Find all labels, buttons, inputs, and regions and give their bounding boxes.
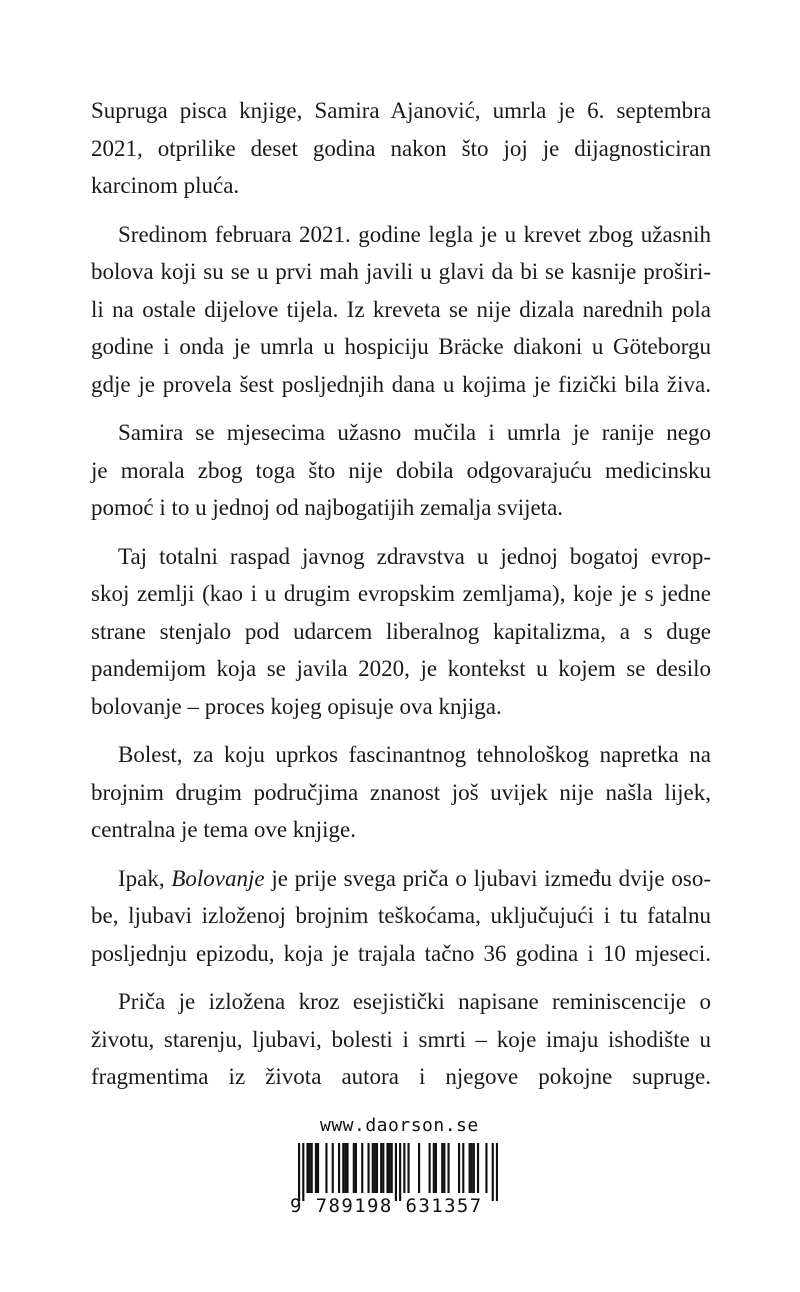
text-line [91, 860, 711, 898]
barcode-bar [306, 1143, 308, 1193]
barcode-bar [441, 1143, 443, 1193]
text-line: gdje je provela šest posljednjih dana u kojima je fizički bila živa. [91, 371, 711, 397]
text-line: bolovanje – proces kojeg opisuje ova knjiga. [91, 693, 502, 719]
text-line: be, ljubavi izloženoj brojnim teškoćama, uključujući i tu fatalnu [91, 903, 711, 928]
barcode-bar [325, 1143, 327, 1193]
paragraph-5 [91, 736, 711, 849]
barcode-bar [298, 1143, 300, 1201]
barcode-bar [443, 1143, 445, 1193]
barcode-bar [338, 1143, 340, 1193]
barcode-bar [332, 1143, 334, 1193]
barcode-bar [473, 1143, 475, 1193]
paragraph-7 [91, 983, 711, 1096]
isbn-number: 9 789198 631357 [290, 1195, 483, 1217]
book-title-italic: Bolovanje [171, 865, 265, 891]
barcode-bar [315, 1143, 317, 1193]
text-line: strane stenjalo pod udarcem liberalnog kapitalizma, a s duge [91, 618, 711, 644]
barcode-bar [418, 1143, 420, 1193]
barcode-bar [302, 1143, 304, 1201]
text-line: skoj zemlji (kao i u drugim evropskim zemljama), koje je s jedne [91, 581, 711, 606]
barcode-bar [429, 1143, 431, 1193]
barcode-bar [447, 1143, 449, 1193]
paragraph-1 [91, 92, 711, 205]
text-run: je prije svega priča o ljubavi između dvije oso- [264, 865, 711, 891]
barcode-bar [317, 1143, 319, 1193]
text-line: Sredinom februara 2021. godine legla je u krevet zbog užasnih [118, 221, 711, 247]
barcode-bar [485, 1143, 487, 1193]
text-line: Priča je izložena kroz esejistički napisane reminiscencije o [118, 989, 711, 1014]
text-line: pandemijom koja se javila 2020, je kontekst u kojem se desilo [91, 656, 711, 681]
blurb-text [91, 92, 711, 1107]
barcode-bar [346, 1143, 348, 1193]
text-line: karcinom pluća. [91, 173, 240, 198]
barcode-block [290, 1115, 510, 1225]
text-line: godine i onda je umrla u hospiciju Bräcke diakoni u Göteborgu [91, 334, 711, 359]
barcode-bar [395, 1143, 397, 1201]
text-line: brojnim drugim područjima znanost još uvijek nije našla lijek, [91, 779, 711, 805]
barcode-bar [342, 1143, 344, 1193]
text-run: Ipak, [118, 865, 172, 891]
barcode-bar [374, 1143, 376, 1193]
text-line: životu, starenju, ljubavi, bolesti i smrti – koje imaju ishodište u [91, 1026, 711, 1052]
text-line: 2021, otprilike deset godina nakon što joj je dijagnosticiran [91, 135, 711, 161]
barcode-bar [496, 1143, 498, 1201]
text-line: pomoć i to u jednoj od najbogatijih zemalja svijeta. [91, 495, 564, 520]
barcode-bar [367, 1143, 369, 1193]
paragraph-4 [91, 538, 711, 726]
barcode-bar [435, 1143, 437, 1193]
barcode-bar [458, 1143, 460, 1193]
barcode-bar [391, 1143, 393, 1193]
paragraph-6 [91, 860, 711, 973]
paragraph-2 [91, 216, 711, 404]
publisher-website: www.daorson.se [320, 1115, 479, 1136]
barcode-bar [372, 1143, 374, 1193]
barcode-bar [492, 1143, 494, 1201]
text-line: posljednju epizodu, koja je trajala tačno 36 godina i 10 mjeseci. [91, 940, 711, 966]
text-line: Samira se mjesecima užasno mučila i umrla je ranije nego [118, 420, 711, 445]
text-line: je morala zbog toga što nije dobila odgovarajuću medicinsku [91, 457, 711, 483]
barcode-bar [353, 1143, 355, 1193]
text-line: bolova koji su se u prvi mah javili u glavi da bi se kasnije proširi- [91, 259, 711, 284]
barcode-bar [399, 1143, 401, 1201]
text-line: li na ostale dijelove tijela. Iz kreveta se nije dizala narednih pola [91, 296, 711, 322]
text-line: Taj totalni raspad javnog zdravstva u jednoj bogatoj evrop- [118, 543, 711, 569]
barcode-bar [309, 1143, 311, 1193]
barcode-bar [462, 1143, 464, 1193]
barcode-bar [355, 1143, 357, 1193]
text-line: Bolest, za koju uprkos fascinantnog tehnološkog napretka na [118, 742, 711, 767]
barcode-bar [471, 1143, 473, 1193]
barcode-bar [469, 1143, 471, 1193]
barcode-bar [380, 1143, 382, 1193]
isbn-barcode [298, 1143, 498, 1201]
barcode-bar [386, 1143, 388, 1193]
barcode-bar [311, 1143, 313, 1193]
barcode-bar [389, 1143, 391, 1193]
barcode-bar [344, 1143, 346, 1193]
barcode-bar [361, 1143, 363, 1193]
barcode-bar [407, 1143, 409, 1193]
barcode-bar [403, 1143, 405, 1193]
text-line: fragmentima iz života autora i njegove pokojne supruge. [91, 1064, 711, 1089]
barcode-bar [477, 1143, 479, 1193]
text-line: Supruga pisca knjige, Samira Ajanović, umrla je 6. septembra [91, 98, 711, 123]
paragraph-3 [91, 414, 711, 527]
barcode-bar [433, 1143, 435, 1193]
barcode-bar [376, 1143, 378, 1193]
barcode-bar [382, 1143, 384, 1193]
text-line: centralna je tema ove knjige. [91, 817, 357, 842]
